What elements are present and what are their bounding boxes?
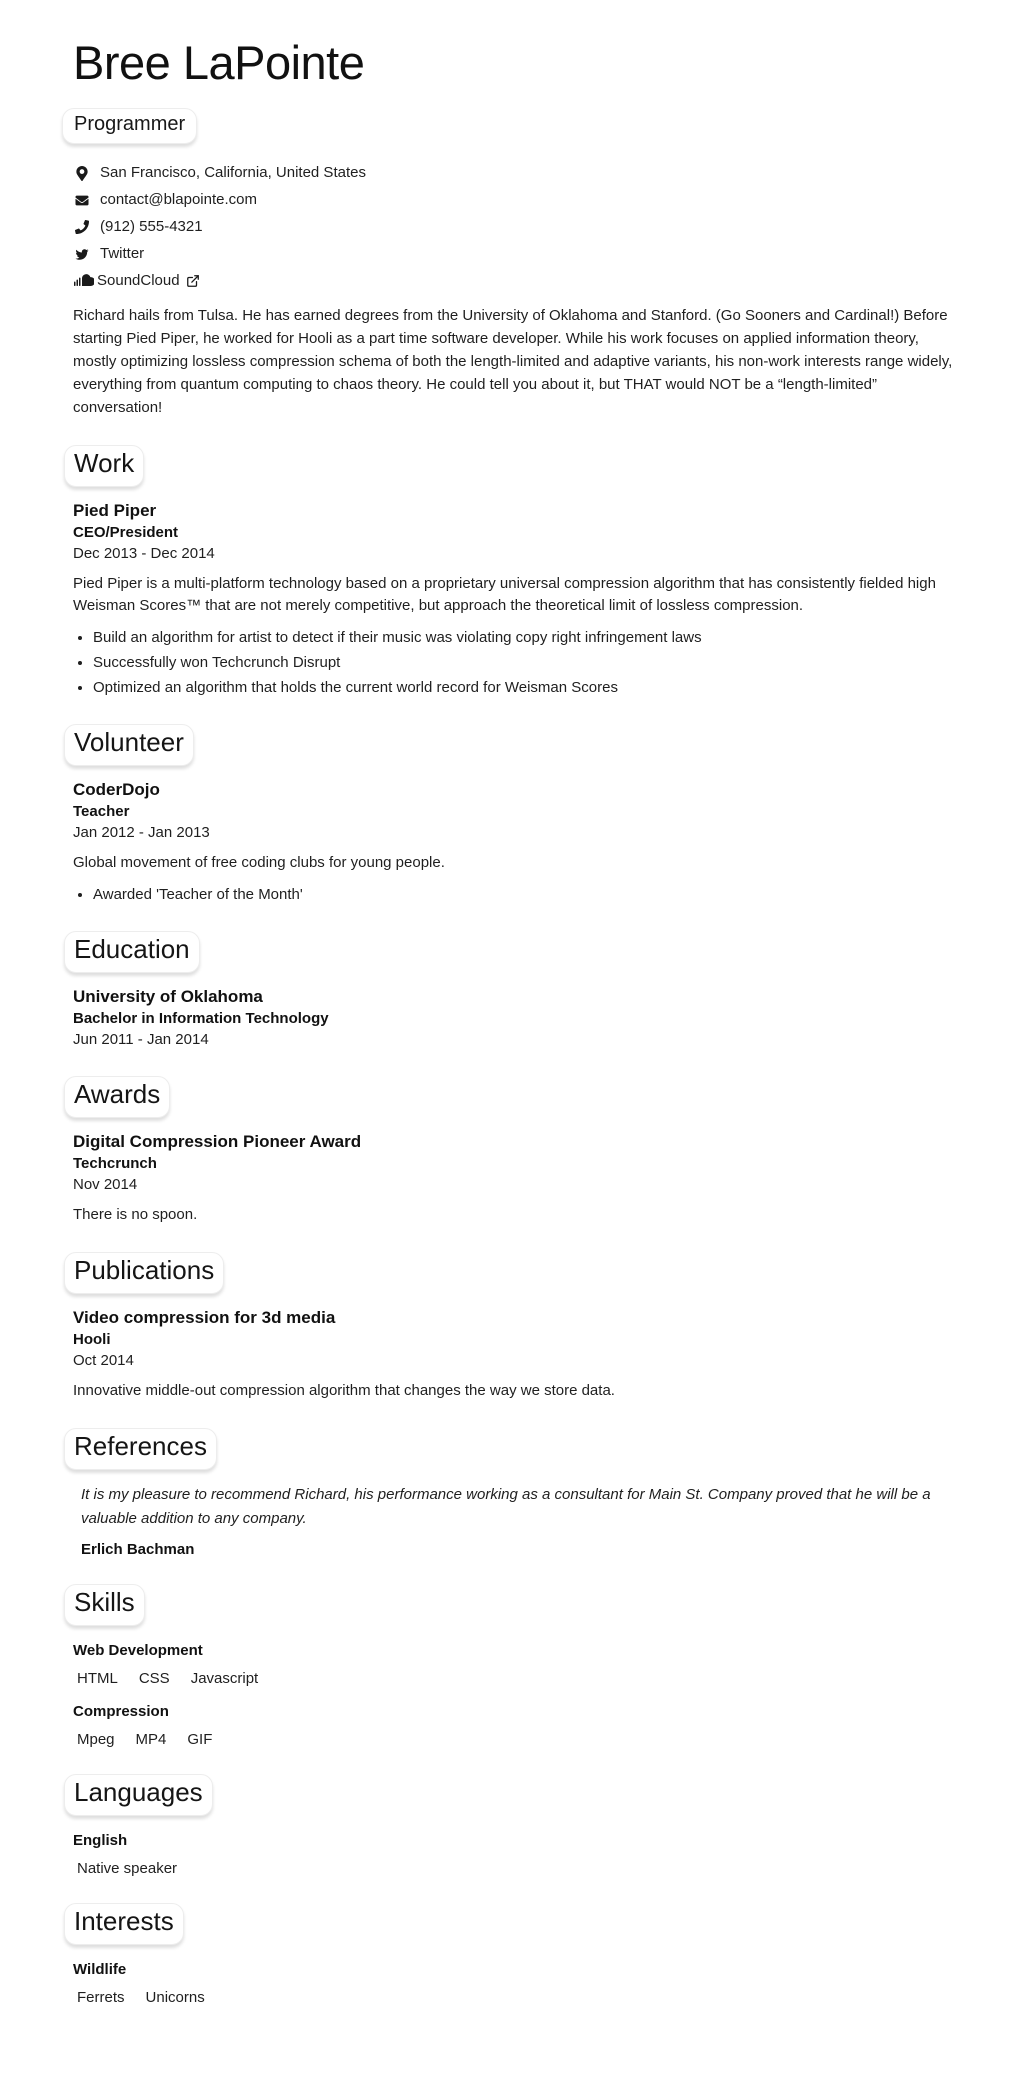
award-date: Nov 2014 [73,1176,138,1194]
section-skills [73,1584,964,1748]
work-position: CEO/President [73,524,179,542]
publication-title: Video compression for 3d media [73,1308,336,1328]
interest-keyword: Unicorns [145,1989,205,2007]
languages-section-heading: Languages [64,1774,213,1816]
interest-keyword: Ferrets [77,1989,125,2007]
references-section-heading: References [64,1428,217,1470]
work-highlights [73,627,964,698]
awards-section-heading: Awards [64,1076,170,1118]
contact-phone [73,218,964,236]
contact-soundcloud [73,272,964,290]
resume-header [73,36,964,419]
interests-section-heading: Interests [64,1903,184,1945]
section-references [73,1428,964,1558]
contact-email [73,191,964,209]
section-publications [73,1252,964,1402]
work-dates: Dec 2013 - Dec 2014 [73,545,215,563]
skill-keywords [77,1731,964,1748]
publication-publisher: Hooli [73,1331,111,1349]
education-section-heading: Education [64,931,200,973]
skill-keyword: GIF [187,1731,213,1749]
phone-icon [73,220,91,234]
section-work [73,445,964,698]
highlight-item: • Successfully won Techcrunch Disrupt [93,652,964,673]
publications-section-heading: Publications [64,1252,224,1294]
education-institution: University of Oklahoma [73,987,263,1007]
interest-group-name: Wildlife [73,1961,127,1979]
skill-group [73,1642,964,1687]
publication-entry [73,1307,964,1402]
skill-group-name: Web Development [73,1642,203,1660]
work-section-heading: Work [64,445,144,487]
highlight-item: • Build an algorithm for artist to detect if their music was violating copy right infringement laws [93,627,964,648]
twitter-icon [73,248,91,261]
contact-twitter-link[interactable]: Twitter [100,245,145,263]
volunteer-position: Teacher [73,803,130,821]
contact-soundcloud-link[interactable]: SoundCloud [97,272,180,290]
education-entry [73,986,964,1050]
highlight-item: • Optimized an algorithm that holds the current world record for Weisman Scores [93,677,964,698]
contact-phone-text: (912) 555-4321 [100,218,203,236]
reference-quote: It is my pleasure to recommend Richard, his performance working as a consultant for Main St. Company proved that he will be a valuable addition to any company. [81,1486,931,1528]
reference-entry [73,1483,964,1558]
skill-group [73,1703,964,1748]
skill-group-name: Compression [73,1703,169,1721]
skill-keyword: Javascript [190,1670,259,1688]
volunteer-dates: Jan 2012 - Jan 2013 [73,824,210,842]
language-entry [73,1832,964,1877]
education-degree: Bachelor in Information Technology [73,1010,329,1028]
profile-summary: Richard hails from Tulsa. He has earned degrees from the University of Oklahoma and Stanford. (Go Sooners and Cardinal!) Before starting Pied Piper, he worked for Hooli as a part time software developer. While his work focuses on applied information theory, mostly optimizing lossless compression schema of both the length-limited and adaptive variants, his non-work interests range widely, everything from quantum computing to chaos theory. He could tell you about it, but THAT would NOT be a “length-limited” conversation! [73,307,953,417]
interest-group [73,1961,964,2006]
contact-location [73,164,964,182]
section-languages [73,1774,964,1877]
volunteer-organization: CoderDojo [73,780,160,800]
contact-email-link[interactable]: contact@blapointe.com [100,191,257,209]
reference-name: Erlich Bachman [81,1541,195,1559]
work-company: Pied Piper [73,501,157,521]
language-name: English [73,1832,128,1850]
award-awarder: Techcrunch [73,1155,157,1173]
soundcloud-icon [73,274,95,288]
volunteer-highlights [73,884,964,905]
award-title: Digital Compression Pioneer Award [73,1132,362,1152]
skill-keyword: MP4 [135,1731,167,1749]
contact-twitter [73,245,964,263]
volunteer-entry [73,779,964,905]
external-link-icon [186,274,200,288]
award-summary: There is no spoon. [73,1206,198,1224]
contact-list [73,164,964,290]
publication-date: Oct 2014 [73,1352,134,1370]
section-interests [73,1903,964,2006]
work-entry [73,500,964,698]
highlight-item: • Awarded 'Teacher of the Month' [93,884,964,905]
envelope-icon [73,194,91,207]
education-dates: Jun 2011 - Jan 2014 [73,1031,209,1049]
location-pin-icon [73,166,91,181]
interest-keywords [77,1989,964,2006]
work-summary: Pied Piper is a multi-platform technology based on a proprietary universal compression algorithm that has consistently fielded high Weisman Scores™ that are not merely competitive, but approach the theoretical limit of lossless compression. [73,575,936,615]
skill-keyword: CSS [138,1670,170,1688]
section-awards [73,1076,964,1226]
skill-keyword: Mpeg [77,1731,115,1749]
job-title-badge: Programmer [62,108,197,144]
award-entry [73,1131,964,1226]
volunteer-summary: Global movement of free coding clubs for young people. [73,854,445,872]
skills-section-heading: Skills [64,1584,145,1626]
language-fluency: Native speaker [77,1860,178,1878]
section-volunteer [73,724,964,905]
publication-summary: Innovative middle-out compression algorithm that changes the way we store data. [73,1382,615,1400]
section-education [73,931,964,1050]
volunteer-section-heading: Volunteer [64,724,194,766]
skill-keywords [77,1670,964,1687]
contact-location-text: San Francisco, California, United States [100,164,366,182]
skill-keyword: HTML [77,1670,118,1688]
person-name: Bree LaPointe [73,36,365,89]
